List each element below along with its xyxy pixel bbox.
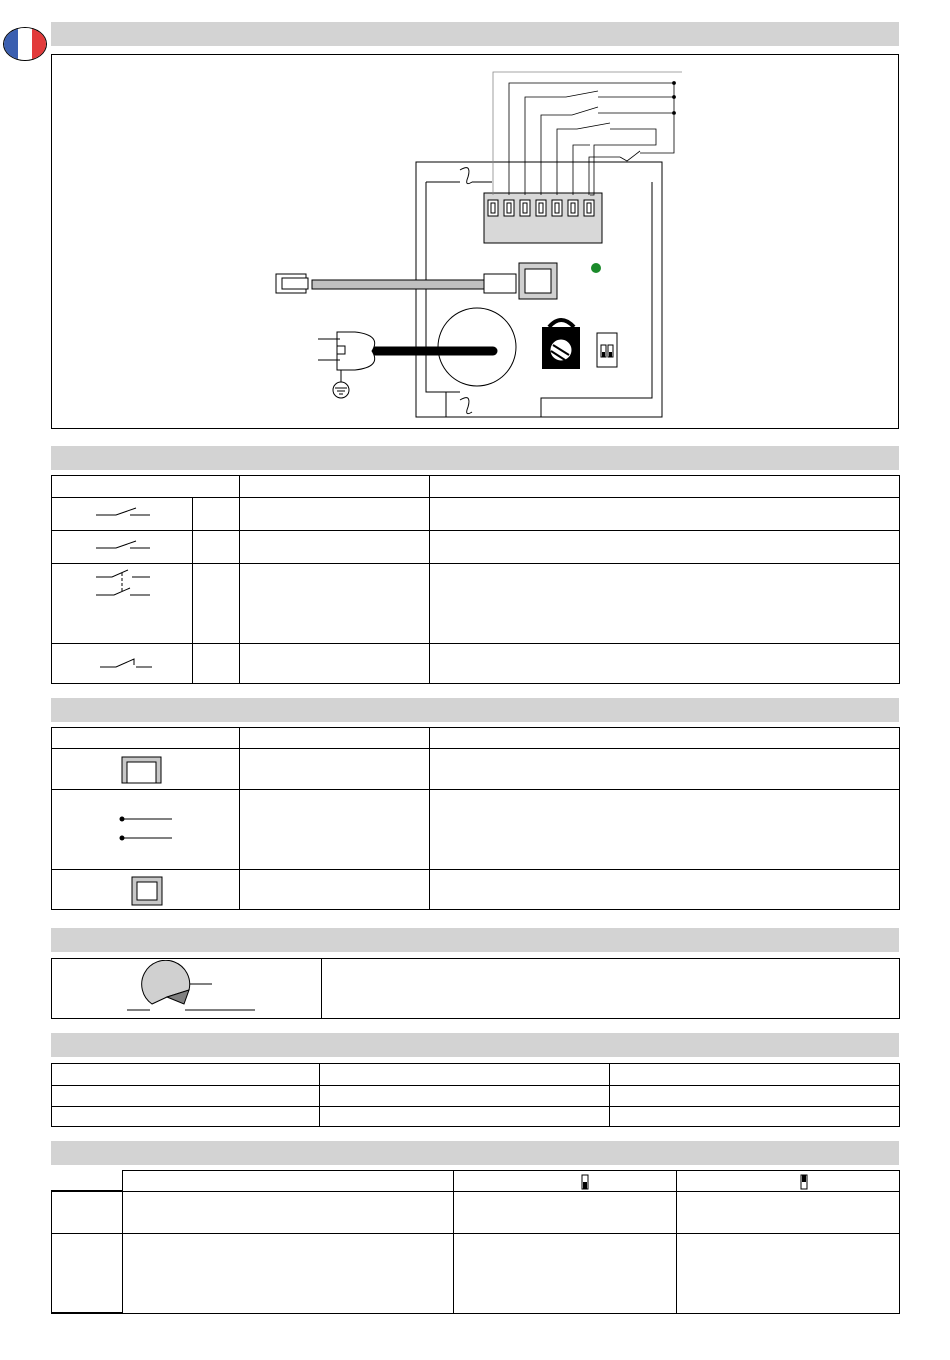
table-cell [193,498,240,531]
dual-contact-icon [52,564,193,604]
table-cell [320,1064,610,1086]
table-row [52,1234,900,1314]
connector-symbol-cell [52,790,240,870]
table-row [52,1064,900,1086]
dip-switch-down-icon [454,1172,677,1191]
contacts-table [51,475,900,684]
wiring-diagram-svg [52,55,898,428]
potentiometer-symbol-cell [52,959,322,1019]
dip-header-cell [123,1171,454,1192]
table-cell [52,1086,320,1107]
blank-corner-cell [52,1171,123,1192]
table-row [52,790,900,870]
normally-open-contact-icon [52,532,193,563]
table-cell [320,1107,610,1127]
connectors-header-cell [240,728,430,749]
connector-symbol-cell [52,870,240,910]
table-cell [677,1234,900,1314]
contact-symbol-cell [52,644,193,684]
terminal-slot [571,203,575,213]
table-cell [677,1192,900,1234]
table-cell [430,749,900,790]
contacts-header-row [52,476,900,498]
table-row [52,644,900,684]
connectors-table [51,727,900,910]
table-cell [320,1086,610,1107]
status-led [591,263,601,273]
table-cell [240,749,430,790]
table-cell [430,790,900,870]
table-cell [123,1234,454,1314]
table-cell [193,531,240,564]
table-cell [52,1192,123,1234]
table-cell [610,1086,900,1107]
terminal-slot [555,203,559,213]
language-flag-icon [3,27,47,61]
external-wires [493,72,682,195]
contact-symbol-cell [52,498,193,531]
adjustment-table [51,958,900,1019]
table-cell [240,531,430,564]
contact-symbol-cell [52,564,193,644]
table-cell [193,644,240,684]
bottom-clip [460,398,472,414]
table-cell [193,564,240,644]
dip-switch-up-icon [677,1172,900,1191]
table-cell [430,644,900,684]
earth-icon [333,382,349,398]
table-row [52,531,900,564]
table-row [52,1086,900,1107]
contacts-header-cell [430,476,900,498]
rj-plug-right [484,274,516,293]
flag-blue-stripe [4,28,18,60]
table-cell [610,1107,900,1127]
wiring-diagram-panel [51,54,899,429]
contacts-header-cell [52,476,240,498]
table-cell [240,790,430,870]
rj-cable [312,280,488,289]
flag-white-stripe [18,28,32,60]
table-cell [240,564,430,644]
table-row [52,564,900,644]
switch-contact-icon [52,645,193,683]
table-row [52,498,900,531]
table-cell [52,1107,320,1127]
table-row [52,1107,900,1127]
table-row [52,1192,900,1234]
contact-symbol-cell [52,531,193,564]
section-bar-specs [51,1033,899,1057]
table-cell [430,870,900,910]
potentiometer-icon [52,960,322,1018]
connector-symbol-cell [52,749,240,790]
table-row [52,870,900,910]
board-inner-left [426,182,446,417]
table-cell [322,959,900,1019]
table-cell [454,1192,677,1234]
connectors-header-row [52,728,900,749]
dip-header-cell [677,1171,900,1192]
terminal-slot [507,203,511,213]
table-cell [454,1234,677,1314]
table-row [52,959,900,1019]
rj-socket-icon [52,871,240,909]
table-cell [430,498,900,531]
table-cell [123,1192,454,1234]
connectors-header-cell [430,728,900,749]
table-cell [240,870,430,910]
table-cell [240,644,430,684]
rj-socket-icon [52,750,240,788]
dip-switch-on-board [597,333,617,367]
specs-table [51,1063,900,1127]
flag-red-stripe [32,28,46,60]
connectors-header-cell [52,728,240,749]
table-cell [610,1064,900,1086]
dip-header-cell [454,1171,677,1192]
terminal-slot [523,203,527,213]
section-bar-wiring [51,22,899,46]
terminal-slot [491,203,495,213]
table-row [52,749,900,790]
top-clip [460,168,472,184]
section-bar-adjustment [51,928,899,952]
terminal-screws [488,200,594,216]
table-cell [52,1064,320,1086]
section-bar-dip-switch [51,1141,899,1165]
table-cell [430,531,900,564]
table-cell [240,498,430,531]
section-bar-contacts [51,446,899,470]
dip-switch-table [51,1170,900,1314]
normally-open-contact-icon [52,499,193,530]
table-cell [52,1234,123,1314]
dip-header-row [52,1171,900,1192]
wire-pair-icon [52,791,240,869]
table-cell [430,564,900,644]
contacts-header-cell [240,476,430,498]
terminal-slot [539,203,543,213]
section-bar-connectors [51,698,899,722]
terminal-slot [587,203,591,213]
